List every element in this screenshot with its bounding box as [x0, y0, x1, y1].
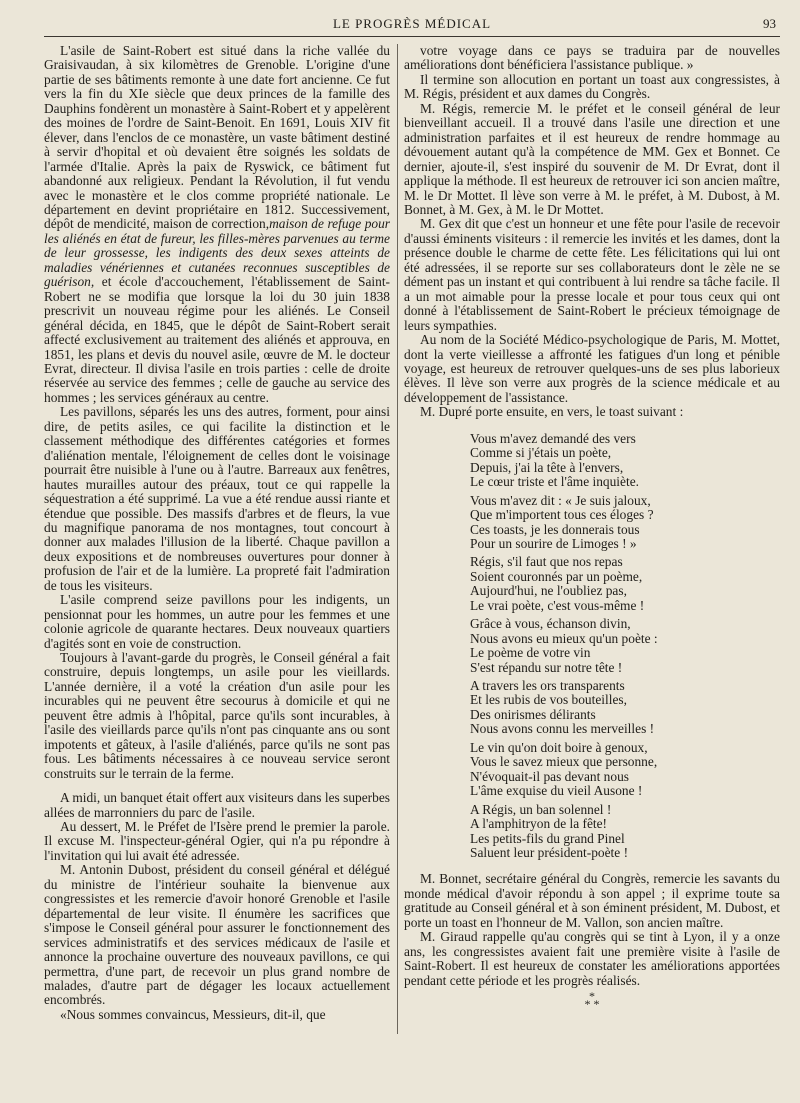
paragraph-pavillons: Les pavillons, séparés les uns des autres, forment, pour ainsi dire, de petits asiles, ce qui facilite la distinction et le classement méthodique des différentes catégories et formes d'aliénation mentale, l'éloignement de celles dont le voisinage pourrait être nuisible à l'une ou à l'autre. Barreaux aux fenêtres, hautes murailles autour des préaux, tout ce qui rappelle la séquestration a été supprimé. La vue a été rendue aussi riante et étendue que possible. Des massifs d'arbres et de fleurs, la vue du magnifique panorama de nos montagnes, tout concourt à donner aux malades l'illusion de la liberté. Chaque pavillon a deux expositions et de nombreuses ouvertures pour donner à profusion de l'air et de la lumière. La propreté fait l'admiration de tous les visiteurs. [44, 404, 390, 593]
poem-line: A l'amphitryon de la fête! [470, 816, 608, 832]
poem-line: Le vin qu'on doit boire à genoux, [470, 739, 648, 755]
poem-line: Des onirismes délirants [470, 706, 596, 722]
paragraph-bonnet: M. Bonnet, secrétaire général du Congrès, remercie les savants du monde médical d'avoir répondu à son appel ; il exprime toute sa gratitude au Conseil général et à son éminent président, M. Dubost, et porte un toast en l'honneur de M. Vallon, son ancien maître. [404, 871, 780, 930]
poem-line: Vous m'avez demandé des vers [470, 430, 636, 446]
paragraph-quote-start: «Nous sommes convaincus, Messieurs, dit-il, que [60, 1006, 326, 1022]
page-number: 93 [763, 16, 776, 31]
poem-line: Nous avons eu mieux qu'un poète : [470, 630, 658, 646]
paragraph-gex: M. Gex dit que c'est un honneur et une fête pour l'asile de recevoir d'aussi éminents visiteurs : il remercie les invités et les dames, dont la présence double le charme de cette fête. Les félicitations qui lui ont été adressées, il se reporte sur ses collaborateurs dont le zèle ne se dément pas un instant et qui contribuent à lui rendre sa tâche facile. Il a un mot aimable pour la presse locale et pour tous ceux qui ont donné à l'établissement de Saint-Robert le précieux témoignage de leurs sympathies. [404, 216, 780, 333]
poem-line: Soient couronnés par un poème, [470, 568, 643, 584]
paragraph-dupre: M. Dupré porte ensuite, en vers, le toast suivant : [420, 404, 684, 420]
poem-line: Et les rubis de vos bouteilles, [470, 692, 627, 708]
poem-line: S'est répandu sur notre tête ! [470, 659, 623, 675]
paragraph-conseil-general: Toujours à l'avant-garde du progrès, le Conseil général a fait construire, depuis longtemps, un asile pour les vieillards. L'année dernière, il a voté la création d'un asile pour les incurables qui ne peuvent être secourus à domicile et qui ne peuvent être admis à l'hôpital, parce qu'ils sont incurables, à l'asile des vieillards parce qu'ils n'ont pas cinquante ans ou sont impotents et gâteux, à l'asile d'aliénés, parce qu'ils ne sont pas fous. Les bâtiments nécessaires à ce nouveau service seront construits sur le terrain de la ferme. [44, 650, 390, 781]
left-column [44, 44, 390, 1022]
poem-stanza [470, 679, 780, 737]
paragraph-toast-congressistes: Il termine son allocution en portant un toast aux congressistes, à M. Régis, président et aux dames du Congrès. [404, 71, 780, 102]
right-column [404, 43, 780, 1012]
poem [470, 432, 780, 861]
journal-title: LE PROGRÈS MÉDICAL [332, 16, 492, 31]
poem-line: Nous avons connu les merveilles ! [470, 721, 655, 737]
poem-line: Aujourd'hui, ne l'oubliez pas, [470, 583, 627, 599]
paragraph-asile-composition: L'asile comprend seize pavillons pour les indigents, un pensionnat pour les hommes, un autre pour les femmes et une colonie agricole de quarante hectares. Deux nouveaux quartiers d'agités sont en voie de construction. [44, 592, 390, 651]
poem-line: Vous m'avez dit : « Je suis jaloux, [470, 492, 651, 508]
section-ornament: * * * [584, 989, 600, 1012]
paragraph-prefet: Au dessert, M. le Préfet de l'Isère prend le premier la parole. Il excuse M. l'inspecteur-général Ogier, qui n'a pu répondre à l'invitation qui lui avait été adressée. [44, 819, 390, 863]
poem-line: Grâce à vous, échanson divin, [470, 616, 631, 632]
poem-stanza [470, 617, 780, 675]
paragraph-mottet: Au nom de la Société Médico-psychologique de Paris, M. Mottet, dont la verte vieillesse a affronté les fatigues d'un long et pénible voyage, est heureux de retrouver quelques-uns de ses plus laborieux élèves. Il lève son verre aux progrès de la science médicale et au développement de l'assistance. [404, 332, 780, 405]
poem-stanza [470, 803, 780, 861]
paragraph-giraud: M. Giraud rappelle qu'au congrès qui se tint à Lyon, il y a onze ans, les congressistes avaient fait une première visite à l'asile de Saint-Robert. Il est heureux de constater les améliorations apportées pendant cette période et les progrès réalisés. [404, 929, 780, 988]
poem-line: Le poème de votre vin [470, 645, 591, 661]
paragraph-regis: M. Régis, remercie M. le préfet et le conseil général de leur bienveillant accueil. Il a trouvé dans l'asile une direction et une administration parfaites et il est heureux de rendre hommage au dévouement autant qu'à la compétence de MM. Gex et Bonnet. Ce dernier, ajoute-il, s'est inspiré du souvenir de M. Dr Evrat, dont il applique la méthode. Il est heureux de retrouver ici son ancien maître, M. le Dr Mottet. Il lève son verre à M. le préfet, à M. Dubost, à M. Bonnet, à M. Gex, à M. le Dr Mottet. [404, 100, 780, 217]
poem-line: Saluent leur président-poète ! [470, 845, 629, 861]
poem-line: L'âme exquise du vieil Ausone ! [470, 783, 643, 799]
poem-line: N'évoquait-il pas devant nous [470, 768, 629, 784]
poem-stanza [470, 432, 780, 490]
column-divider [397, 44, 398, 1034]
poem-line: Pour un sourire de Limoges ! » [470, 535, 637, 551]
poem-line: Que m'importent tous ces éloges ? [470, 507, 654, 523]
poem-stanza [470, 494, 780, 552]
page-header [44, 14, 780, 37]
poem-line: Régis, s'il faut que nos repas [470, 554, 623, 570]
poem-line: Depuis, j'ai la tête à l'envers, [470, 459, 624, 475]
poem-line: A travers les ors transparents [470, 678, 625, 694]
paragraph-dubost: M. Antonin Dubost, président du conseil général et délégué du ministre de l'intérieur souhaite la bienvenue aux congressistes et les remercie d'avoir honoré Grenoble et l'asile départemental de leur visite. Il énumère les sacrifices que s'impose le Conseil général pour assurer le fonctionnement des services administratifs et des services médicaux de l'asile et annonce la prochaine ouverture des nouveaux pavillons, ce qui permettra, d'une part, de recevoir un plus grand nombre de malades, d'autre part de dégager les locaux actuellement encombrés. [44, 862, 390, 1008]
poem-stanza [470, 741, 780, 799]
poem-line: Ces toasts, je les donnerais tous [470, 521, 640, 537]
paragraph-asile-history [44, 44, 390, 405]
paragraph-text: et école d'accouchement, l'établissement de Saint-Robert ne se modifia que lorsque la loi du 30 juin 1838 prescrivit un nouveau régime pour les aliénés. Le Conseil général décida, en 1845, que le dépôt de Saint-Robert serait affecté exclusivement au traitement des aliénés et approuva, en 1851, les plans et devis du nouvel asile, œuvre de M. le docteur Evrat, directeur. Il divisa l'asile en trois parties : celle de droite réservée au service des femmes ; celle de gauche au service des hommes ; les services généraux au centre. [44, 274, 390, 405]
italic-phrase: maison de refuge pour les aliénés en état de fureur, les filles-mères parvenues au terme de leur grossesse, les indigents des deux sexes atteints de maladies vénériennes et cutanées reconnues susceptibles de guérison, [44, 216, 390, 290]
poem-line: A Régis, un ban solennel ! [470, 801, 612, 817]
paragraph-banquet: A midi, un banquet était offert aux visiteurs dans les superbes allées de marronniers du parc de l'asile. [44, 790, 390, 820]
poem-line: Le vrai poète, c'est vous-même ! [470, 597, 645, 613]
paragraph-text: L'asile de Saint-Robert est situé dans la riche vallée du Graisivaudan, à six kilomètres de Grenoble. L'origine d'une partie de ses bâtiments remonte à une date fort ancienne. Ce fut vers la fin du XIe siècle que deux princes de la famille des Dauphins fondèrent un monastère à Saint-Robert et y appelèrent des moines de l'ordre de Saint-Benoit. En 1691, Louis XIV fit élever, dans l'enclos de ce monastère, un vaste bâtiment destiné à servir d'hopital et où devaient être soignés les soldats de l'armée d'Italie. Après la paix de Ryswick, ce bâtiment fut abandonné aux religieux. Pendant la Révolution, il fut vendu avec le monastère et le clos comme propriété nationale. Le département en devint propriétaire en 1812. Successivement, dépôt de mendicité, maison de correction, [44, 43, 390, 232]
poem-line: Les petits-fils du grand Pinel [470, 830, 625, 846]
paragraph-quote-end: votre voyage dans ce pays se traduira par de nouvelles améliorations dont bénéficiera l'assistance publique. » [404, 43, 780, 73]
poem-line: Vous le savez mieux que personne, [470, 754, 658, 770]
poem-stanza [470, 555, 780, 613]
poem-line: Comme si j'étais un poète, [470, 445, 612, 461]
poem-line: Le cœur triste et l'âme inquiète. [470, 474, 639, 490]
